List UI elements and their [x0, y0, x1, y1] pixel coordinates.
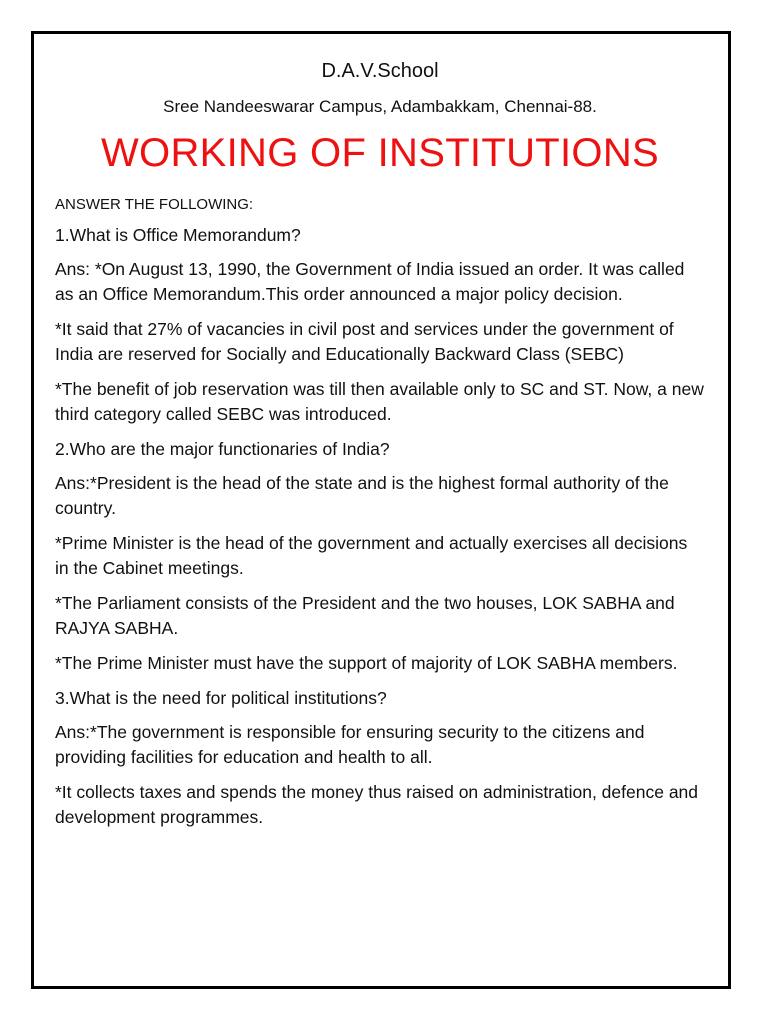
question-2: 2.Who are the major functionaries of India?	[55, 439, 390, 459]
answer-paragraph: *The benefit of job reservation was till then available only to SC and ST. Now, a new third category called SEBC was introduced.	[55, 379, 704, 424]
page-title: WORKING OF INSTITUTIONS	[101, 131, 659, 175]
question-1: 1.What is Office Memorandum?	[55, 225, 301, 245]
campus-address: Sree Nandeeswarar Campus, Adambakkam, Chennai-88.	[163, 97, 597, 116]
section-3	[55, 686, 705, 830]
school-name: D.A.V.School	[321, 60, 439, 82]
answer-paragraph: *It collects taxes and spends the money thus raised on administration, defence and development programmes.	[55, 782, 699, 827]
answer-paragraph: *Prime Minister is the head of the government and actually exercises all decisions in the Cabinet meetings.	[55, 533, 688, 578]
section-1	[55, 223, 705, 427]
instruction-text: ANSWER THE FOLLOWING:	[55, 196, 254, 213]
answer-paragraph: Ans: *On August 13, 1990, the Government of India issued an order. It was called as an Office Memorandum.This order announced a major policy decision.	[55, 259, 685, 304]
answer-paragraph: *The Parliament consists of the President and the two houses, LOK SABHA and RAJYA SABHA.	[55, 593, 675, 638]
answer-paragraph: Ans:*The government is responsible for ensuring security to the citizens and providing facilities for education and health to all.	[55, 722, 645, 767]
question-3: 3.What is the need for political institutions?	[55, 688, 387, 708]
answer-paragraph: Ans:*President is the head of the state and is the highest formal authority of the country.	[55, 473, 669, 518]
answer-paragraph: *The Prime Minister must have the support of majority of LOK SABHA members.	[55, 653, 678, 673]
section-2	[55, 437, 705, 676]
document-body	[55, 60, 705, 840]
answer-paragraph: *It said that 27% of vacancies in civil post and services under the government of India are reserved for Socially and Educationally Backward Class (SEBC)	[55, 319, 674, 364]
